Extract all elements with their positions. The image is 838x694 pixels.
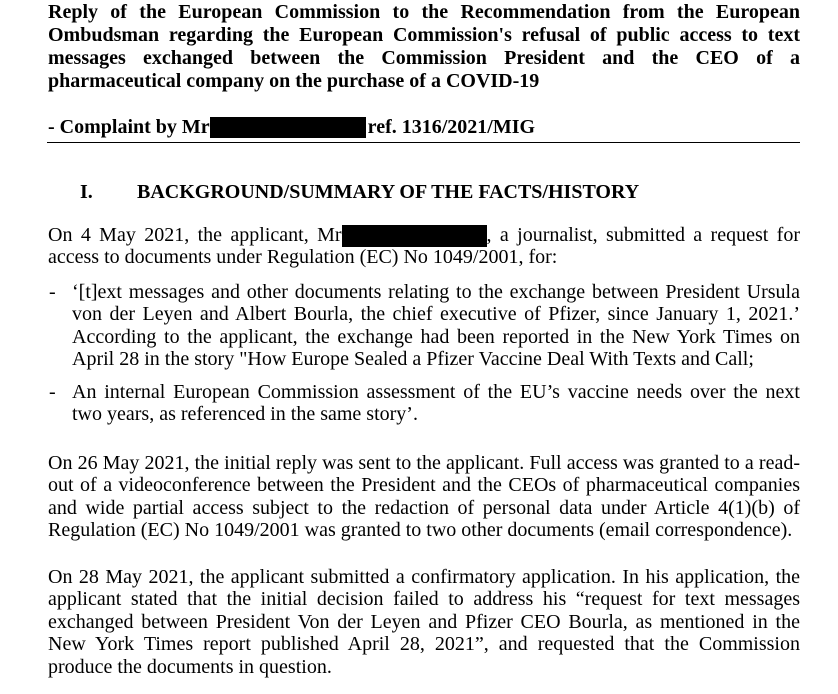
paragraph-initial-reply: [48, 452, 800, 542]
bullet-line: According to the applicant, the exchange had been reported in the New York Times on: [72, 325, 800, 348]
bullet-line: ‘[t]ext messages and other documents relating to the exchange between President Ursula: [72, 280, 800, 303]
paragraph-line: access to documents under Regulation (EC) No 1049/2001, for:: [48, 246, 558, 269]
title-line: pharmaceutical company on the purchase of a COVID-19: [48, 70, 540, 92]
complaint-prefix: - Complaint by Mr: [48, 115, 210, 138]
bullet-text: [72, 281, 800, 371]
title-line: Reply of the European Commission to the Recommendation from the European: [48, 1, 800, 23]
bullet-line: two years, as referenced in the same story’.: [72, 403, 418, 426]
title-line: messages exchanged between the Commission President and the CEO of a: [48, 47, 800, 69]
paragraph-line: applicant stated that the initial decision failed to address his “request for text messages: [48, 588, 800, 611]
section-heading: [0, 181, 838, 204]
paragraph-request: [48, 224, 800, 269]
redacted-name: [210, 117, 366, 138]
bullet-marker: -: [49, 380, 56, 403]
bullet-line: April 28 in the story "How Europe Sealed a Pfizer Vaccine Deal With Texts and Call;: [72, 348, 754, 371]
paragraph-line: On 26 May 2021, the initial reply was sent to the applicant. Full access was granted to a read-: [48, 451, 800, 474]
bullet-text: [72, 381, 800, 426]
redacted-name: [342, 225, 487, 247]
section-title: BACKGROUND/SUMMARY OF THE FACTS/HISTORY: [137, 180, 640, 203]
title-divider: [47, 142, 800, 143]
paragraph-line: out of a videoconference between the President and the CEOs of pharmaceutical companies: [48, 474, 800, 497]
bullet-line: von der Leyen and Albert Bourla, the chief executive of Pfizer, since January 1, 2021.’: [72, 303, 800, 326]
complaint-line: [48, 116, 800, 139]
paragraph-line: New York Times report published April 28, 2021”, and requested that the Commission: [48, 633, 800, 656]
paragraph-confirmatory-application: [48, 566, 800, 679]
bullet-line: An internal European Commission assessment of the EU’s vaccine needs over the next: [72, 380, 800, 403]
paragraph-text: , a journalist, submitted a request for: [486, 223, 801, 246]
paragraph-line: [48, 224, 800, 247]
section-number: I.: [80, 180, 93, 203]
document-title: [48, 1, 800, 93]
complaint-text: [48, 116, 800, 139]
complaint-reference: ref. 1316/2021/MIG: [367, 115, 536, 138]
paragraph-line: produce the documents in question.: [48, 655, 332, 678]
paragraph-line: On 28 May 2021, the applicant submitted a confirmatory application. In his application, the: [48, 565, 800, 588]
paragraph-line: exchanged between President Von der Leyen and Pfizer CEO Bourla, as mentioned in the: [48, 610, 800, 633]
title-line: Ombudsman regarding the European Commission's refusal of public access to text: [48, 24, 800, 46]
bullet-marker: -: [49, 280, 56, 303]
paragraph-line: and wide partial access subject to the redaction of personal data under Article 4(1)(b) of: [48, 496, 800, 519]
paragraph-text: On 4 May 2021, the applicant, Mr: [48, 223, 342, 246]
paragraph-line: Regulation (EC) No 1049/2001 was granted to two other documents (email correspondence).: [48, 519, 793, 542]
